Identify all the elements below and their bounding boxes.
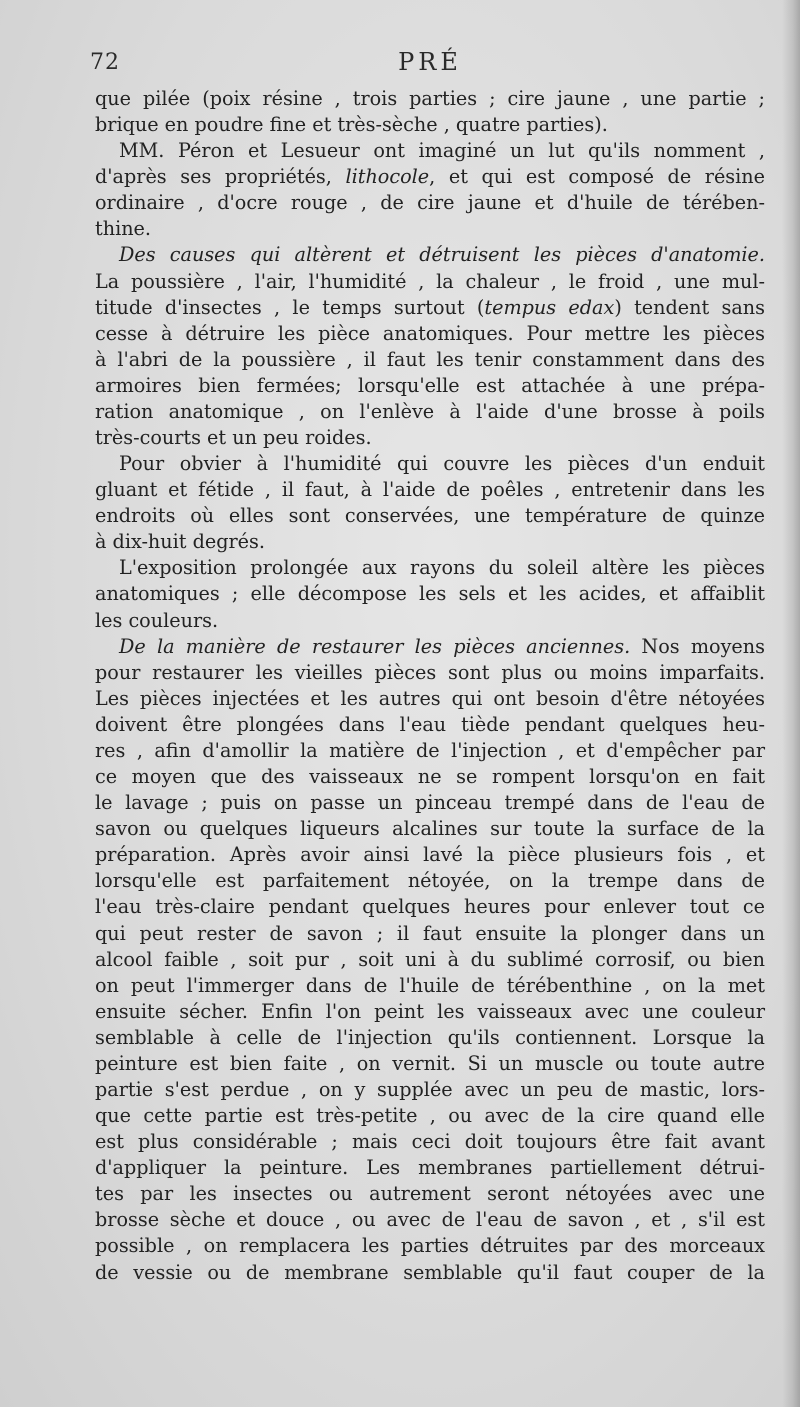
page-number: 72 xyxy=(90,50,120,75)
text-line: partie s'est perdue , on y supplée avec un peu de mastic, lors- xyxy=(95,1077,765,1101)
text-segment: d'après ses propriétés, xyxy=(95,165,346,189)
text-line: L'exposition prolongée aux rayons du soleil altère les pièces xyxy=(119,556,765,580)
italic-text: De la manière de restaurer les pièces anciennes. xyxy=(119,634,631,658)
page-header xyxy=(90,48,770,82)
text-line: res , afin d'amollir la matière de l'injection , et d'empêcher par xyxy=(95,738,765,762)
running-head: PRÉ xyxy=(398,48,462,76)
text-line: d'appliquer la peinture. Les membranes partiellement détrui- xyxy=(95,1156,765,1180)
text-line xyxy=(95,634,765,660)
text-line: brique en poudre fine et très-sèche , quatre parties). xyxy=(95,113,608,137)
text-line: tes par les insectes ou autrement seront nétoyées avec une xyxy=(95,1182,765,1206)
text-segment: titude d'insectes , le temps surtout ( xyxy=(95,295,485,319)
text-line: peinture est bien faite , on vernit. Si un muscle ou toute autre xyxy=(95,1051,765,1075)
text-line: l'eau très-claire pendant quelques heures pour enlever tout ce xyxy=(95,895,765,919)
text-line: Les pièces injectées et les autres qui ont besoin d'être nétoyées xyxy=(95,686,765,710)
text-line: les couleurs. xyxy=(95,608,219,632)
text-line: que pilée (poix résine , trois parties ; cire jaune , une partie ; xyxy=(95,87,765,110)
italic-text: lithocole xyxy=(345,165,430,189)
text-line: pour restaurer les vieilles pièces sont plus ou moins imparfaits. xyxy=(95,660,765,684)
text-line: armoires bien fermées; lorsqu'elle est attachée à une prépa- xyxy=(95,373,765,397)
text-line: savon ou quelques liqueurs alcalines sur toute la surface de la xyxy=(95,817,765,841)
text-line: doivent être plongées dans l'eau tiède pendant quelques heu- xyxy=(95,712,765,736)
text-line xyxy=(95,242,765,268)
italic-text: tempus edax xyxy=(484,295,615,319)
page-gutter-shadow xyxy=(782,0,800,1407)
text-line: brosse sèche et douce , ou avec de l'eau de savon , et , s'il est xyxy=(95,1208,765,1232)
text-line: est plus considérable ; mais ceci doit toujours être fait avant xyxy=(95,1130,765,1154)
text-line: thine. xyxy=(95,217,152,241)
text-line: MM. Péron et Lesueur ont imaginé un lut qu'ils nomment , xyxy=(119,139,765,163)
text-line: à l'abri de la poussière , il faut les tenir constamment dans des xyxy=(95,347,765,371)
text-segment: Nos moyens xyxy=(630,634,765,658)
text-line: endroits où elles sont conservées, une température de quinze xyxy=(95,504,765,528)
text-line: ce moyen que des vaisseaux ne se rompent lorsqu'on en fait xyxy=(95,765,765,789)
body-text xyxy=(95,86,765,1286)
text-line: La poussière , l'air, l'humidité , la chaleur , le froid , une mul- xyxy=(95,269,765,293)
text-line: ordinaire , d'ocre rouge , de cire jaune et d'huile de térében- xyxy=(95,191,765,215)
text-segment: ) tendent sans xyxy=(614,295,765,319)
text-line: anatomiques ; elle décompose les sels et les acides, et affaiblit xyxy=(95,582,765,606)
text-line: gluant et fétide , il faut, à l'aide de poêles , entretenir dans les xyxy=(95,478,765,502)
text-line xyxy=(95,164,765,190)
text-line: ensuite sécher. Enfin l'on peint les vaisseaux avec une couleur xyxy=(95,999,765,1023)
text-line: très-courts et un peu roides. xyxy=(95,426,372,450)
text-line: à dix-huit degrés. xyxy=(95,530,265,554)
text-segment: , et qui est composé de résine xyxy=(429,165,765,189)
text-line: que cette partie est très-petite , ou avec de la cire quand elle xyxy=(95,1104,765,1128)
text-line: on peut l'immerger dans de l'huile de térébenthine , on la met xyxy=(95,973,765,997)
text-line: préparation. Après avoir ainsi lavé la pièce plusieurs fois , et xyxy=(95,843,765,867)
text-line: cesse à détruire les pièce anatomiques. Pour mettre les pièces xyxy=(95,321,765,345)
text-line: lorsqu'elle est parfaitement nétoyée, on la trempe dans de xyxy=(95,869,765,893)
text-line: qui peut rester de savon ; il faut ensuite la plonger dans un xyxy=(95,921,765,945)
text-line: de vessie ou de membrane semblable qu'il faut couper de la xyxy=(95,1260,765,1284)
text-line: ration anatomique , on l'enlève à l'aide d'une brosse à poils xyxy=(95,399,765,423)
text-line xyxy=(95,295,765,321)
text-line: le lavage ; puis on passe un pinceau trempé dans de l'eau de xyxy=(95,791,765,815)
italic-text: Des causes qui altèrent et détruisent les pièces d'anatomie. xyxy=(119,243,765,267)
text-line: possible , on remplacera les parties détruites par des morceaux xyxy=(95,1234,765,1258)
text-line: Pour obvier à l'humidité qui couvre les pièces d'un enduit xyxy=(119,452,765,476)
text-line: semblable à celle de l'injection qu'ils contiennent. Lorsque la xyxy=(95,1025,765,1049)
text-line: alcool faible , soit pur , soit uni à du sublimé corrosif, ou bien xyxy=(95,947,765,971)
